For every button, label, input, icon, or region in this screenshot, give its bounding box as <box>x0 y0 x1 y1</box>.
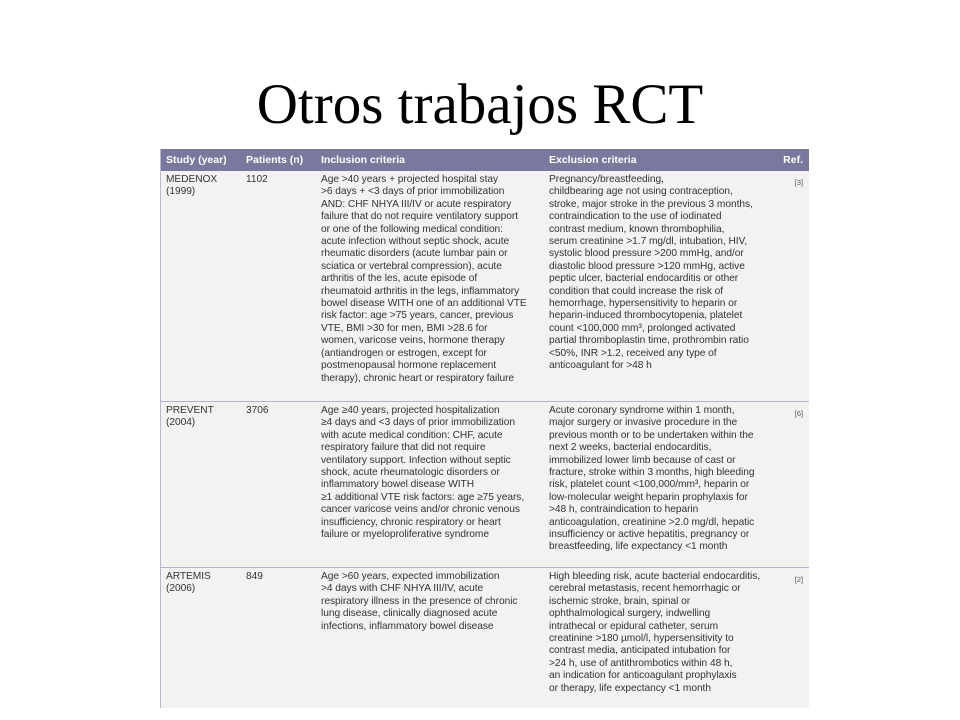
table-row <box>161 171 809 399</box>
cell-inclusion: Age ≥40 years, projected hospitalization ≥4 days and <3 days of prior immobilization with acute medical condition: CHF, acute respiratory failure that did not require ventilatory support. Infection without septic shock, acute rheumatologic disorders or inflammatory bowel disease WITH ≥1 additional VTE risk factors: age ≥75 years, cancer varicose veins and/or chronic venous insufficiency, chronic respiratory or heart failure or myeloproliferative syndrome <box>321 405 525 541</box>
header-patients: Patients (n) <box>246 154 304 166</box>
cell-exclusion: Acute coronary syndrome within 1 month, major surgery or invasive procedure in the previous month or to be undertaken within the next 2 weeks, bacterial endocarditis, immobilized lower limb because of cast or fracture, stroke within 3 months, high bleeding risk, platelet count <100,000/mm³, heparin or low-molecular weight heparin prophylaxis for >48 h, contraindication to heparin anticoagulation, creatinine >2.0 mg/dl, hepatic insufficiency or active hepatitis, pregnancy or breastfeeding, life expectancy <1 month <box>549 405 755 553</box>
cell-patients: 3706 <box>246 405 269 416</box>
criteria-table <box>160 149 809 708</box>
table-row <box>161 401 809 567</box>
cell-study: ARTEMIS (2006) <box>166 571 211 595</box>
cell-inclusion: Age >60 years, expected immobilization >4 days with CHF NHYA III/IV, acute respiratory illness in the presence of chronic lung disease, clinically diagnosed acute infections, inflammatory bowel disease <box>321 571 518 632</box>
cell-inclusion: Age >40 years + projected hospital stay >6 days + <3 days of prior immobilization AND: CHF NHYA III/IV or acute respiratory failure that do not require ventilatory support or one of the following medical condition: acute infection without septic shock, acute rheumatic disorders (acute lumbar pain or sciatica or vertebral compression), acute arthritis of the les, acute episode of rheumatoid arthritis in the legs, inflammatory bowel disease WITH one of an additional VTE risk factor: age >75 years, cancer, previous VTE, BMI >30 for men, BMI >28.6 for women, varicose veins, hormone therapy (antiandrogen or estrogen, except for postmenopausal hormone replacement therapy), chronic heart or respiratory failure <box>321 174 527 384</box>
cell-ref: [2] <box>794 575 803 584</box>
cell-patients: 849 <box>246 571 263 582</box>
slide-title: Otros trabajos RCT <box>256 73 704 136</box>
cell-patients: 1102 <box>246 174 268 185</box>
cell-exclusion: High bleeding risk, acute bacterial endocarditis, cerebral metastasis, recent hemorrhagic or ischemic stroke, brain, spinal or ophthalmological surgery, indwelling intrathecal or epidural catheter, serum creatinine >180 µmol/l, hypersensitivity to contrast media, anticipated intubation for >24 h, use of antithrombotics within 48 h, an indication for anticoagulant prophylaxis or therapy, life expectancy <1 month <box>549 571 761 694</box>
header-inclusion: Inclusion criteria <box>321 154 406 166</box>
header-study: Study (year) <box>166 154 227 166</box>
cell-study: MEDENOX (1999) <box>166 174 218 198</box>
table-row <box>161 567 809 708</box>
cell-ref: [3] <box>794 178 803 187</box>
cell-study: PREVENT (2004) <box>166 405 214 429</box>
header-exclusion: Exclusion criteria <box>549 154 637 166</box>
table-header <box>161 149 809 171</box>
cell-ref: [6] <box>794 409 803 418</box>
header-ref: Ref. <box>783 154 803 166</box>
cell-exclusion: Pregnancy/breastfeeding, childbearing age not using contraception, stroke, major stroke in the previous 3 months, contraindication to the use of iodinated contrast medium, known thrombophilia, serum creatinine >1.7 mg/dl, intubation, HIV, systolic blood pressure >200 mmHg, and/or diastolic blood pressure >120 mmHg, active peptic ulcer, bacterial endocarditis or other condition that could increase the risk of hemorrhage, hypersensitivity to heparin or heparin-induced thrombocytopenia, platelet count <100,000 mm³, prolonged activated partial thromboplastin time, prothrombin ratio <50%, INR >1.2, received any type of anticoagulant for >48 h <box>549 174 753 372</box>
